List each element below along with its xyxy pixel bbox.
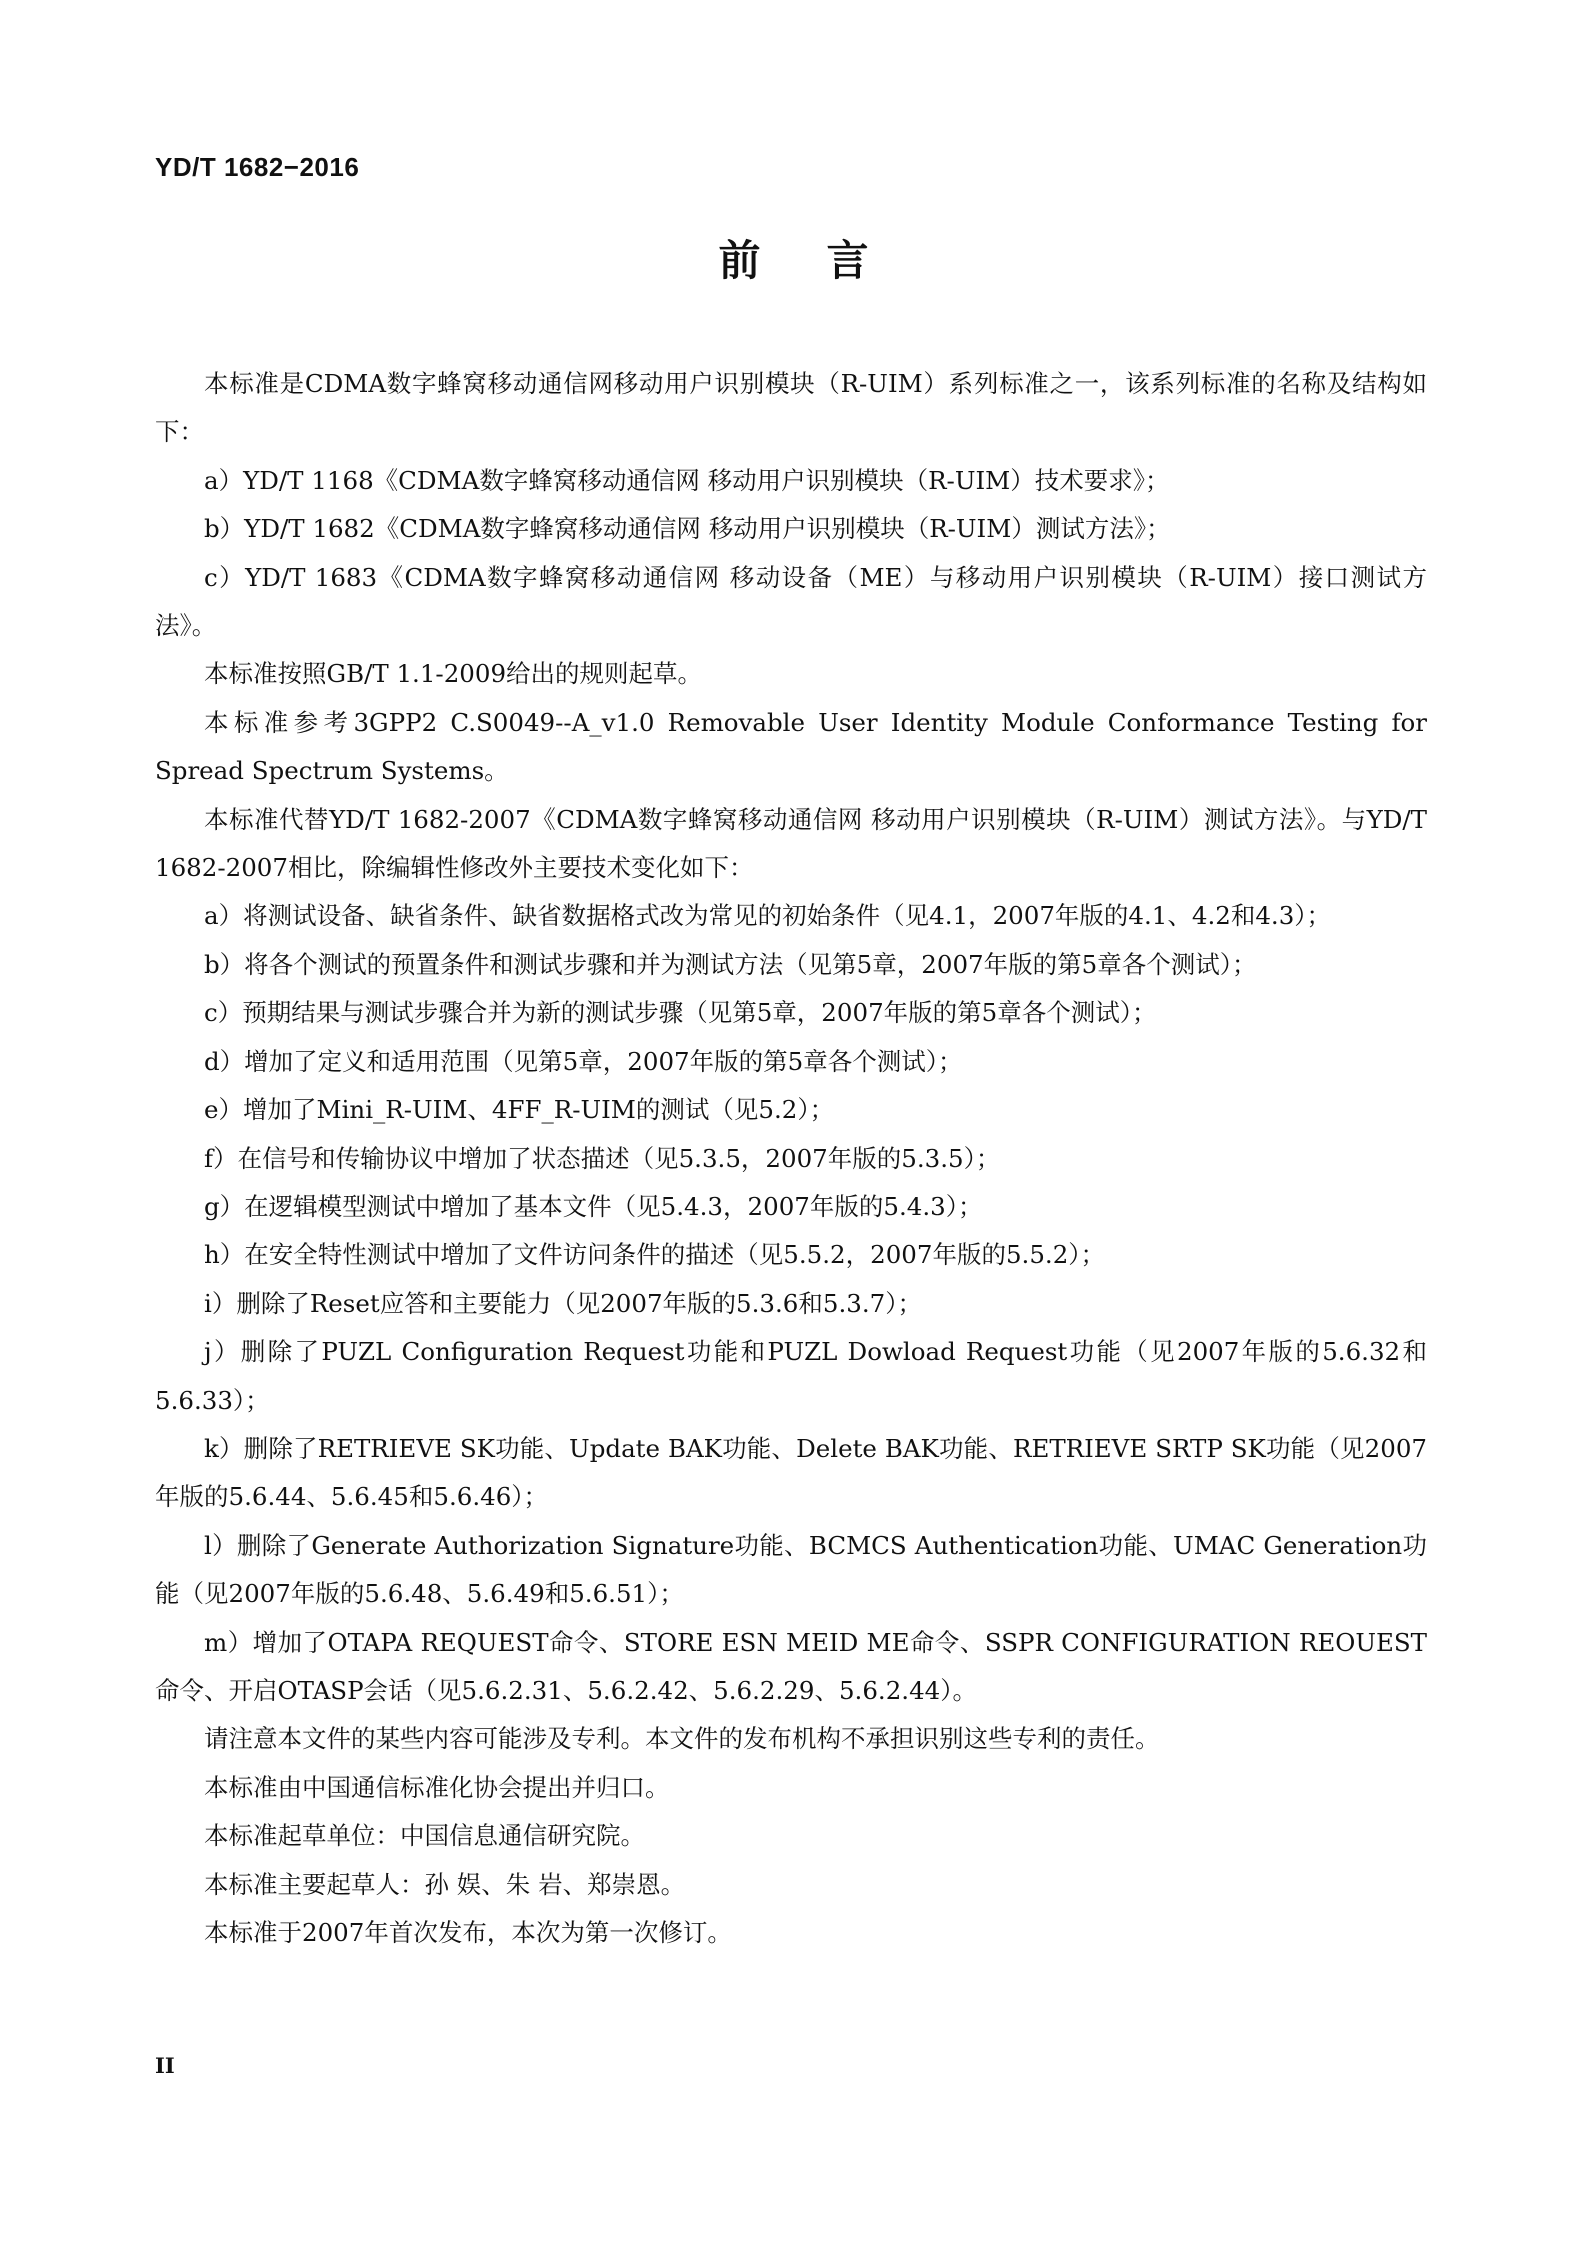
list-item-change-f: f）在信号和传输协议中增加了状态描述（见5.3.5，2007年版的5.3.5）； [204, 1143, 1001, 1173]
list-item-series-b: b）YD/T 1682《CDMA数字蜂窝移动通信网 移动用户识别模块（R-UIM）测试方法》； [204, 514, 1171, 544]
list-item-change-a: a）将测试设备、缺省条件、缺省数据格式改为常见的初始条件（见4.1，2007年版的4.1、4.2和4.3）； [204, 901, 1332, 931]
paragraph-drafting-rules: 本标准按照GB/T 1.1-2009给出的规则起草。 [204, 659, 703, 689]
body-text [155, 360, 1427, 1957]
list-item-change-e: e）增加了Mini_R-UIM、4FF_R-UIM的测试（见5.2）； [204, 1095, 835, 1125]
paragraph-proposer: 本标准由中国通信标准化协会提出并归口。 [204, 1772, 670, 1802]
paragraph-replacement: 本标准代替YD/T 1682-2007《CDMA数字蜂窝移动通信网 移动用户识别模块（R-UIM）测试方法》。与YD/T 1682-2007相比，除编辑性修改外主要技术变化如下： [155, 804, 1427, 883]
paragraph-drafting-unit: 本标准起草单位：中国信息通信研究院。 [204, 1821, 645, 1851]
list-item-change-d: d）增加了定义和适用范围（见第5章，2007年版的第5章各个测试）； [204, 1046, 963, 1076]
paragraph-revision-history: 本标准于2007年首次发布，本次为第一次修订。 [204, 1918, 732, 1947]
list-item-change-c: c）预期结果与测试步骤合并为新的测试步骤（见第5章，2007年版的第5章各个测试）； [204, 998, 1157, 1028]
list-item-series-a: a）YD/T 1168《CDMA数字蜂窝移动通信网 移动用户识别模块（R-UIM）技术要求》； [204, 465, 1170, 495]
list-item-change-m: m）增加了OTAPA REQUEST命令、STORE ESN MEID ME命令、SSPR CONFIGURATION REOUEST命令、开启OTASP会话（见5.6.2.31、5.6.2.42、5.6.2.29、5.6.2.44）。 [155, 1627, 1427, 1705]
paragraph-reference: 本标准参考3GPP2 C.S0049--A_v1.0 Removable User Identity Module Conformance Testing for Spread Spectrum Systems。 [155, 707, 1427, 786]
page-number: II [155, 2053, 175, 2078]
list-item-change-h: h）在安全特性测试中增加了文件访问条件的描述（见5.5.2，2007年版的5.5.2）； [204, 1240, 1106, 1270]
list-item-change-l: l）删除了Generate Authorization Signature功能、BCMCS Authentication功能、UMAC Generation功能（见2007年版的5.6.48、5.6.49和5.6.51）； [155, 1530, 1427, 1609]
paragraph-patent-notice: 请注意本文件的某些内容可能涉及专利。本文件的发布机构不承担识别这些专利的责任。 [204, 1724, 1160, 1754]
paragraph-intro: 本标准是CDMA数字蜂窝移动通信网移动用户识别模块（R-UIM）系列标准之一，该系列标准的名称及结构如下： [155, 369, 1427, 447]
list-item-series-c: c）YD/T 1683《CDMA数字蜂窝移动通信网 移动设备（ME）与移动用户识别模块（R-UIM）接口测试方法》。 [155, 562, 1427, 641]
list-item-change-k: k）删除了RETRIEVE SK功能、Update BAK功能、Delete BAK功能、RETRIEVE SRTP SK功能（见2007年版的5.6.44、5.6.45和5.6.46）； [155, 1433, 1427, 1512]
list-item-change-i: i）删除了Reset应答和主要能力（见2007年版的5.3.6和5.3.7）； [204, 1288, 922, 1318]
list-item-change-j: j）删除了PUZL Configuration Request功能和PUZL Dowload Request功能（见2007年版的5.6.32和5.6.33）； [155, 1337, 1427, 1415]
standard-code: YD/T 1682−2016 [155, 152, 360, 182]
paragraph-drafters: 本标准主要起草人：孙 娱、朱 岩、郑崇恩。 [204, 1869, 686, 1899]
list-item-change-b: b）将各个测试的预置条件和测试步骤和并为测试方法（见第5章，2007年版的第5章各个测试）； [204, 949, 1257, 979]
list-item-change-g: g）在逻辑模型测试中增加了基本文件（见5.4.3，2007年版的5.4.3）； [204, 1191, 983, 1221]
page-title: 前言 [718, 236, 935, 285]
